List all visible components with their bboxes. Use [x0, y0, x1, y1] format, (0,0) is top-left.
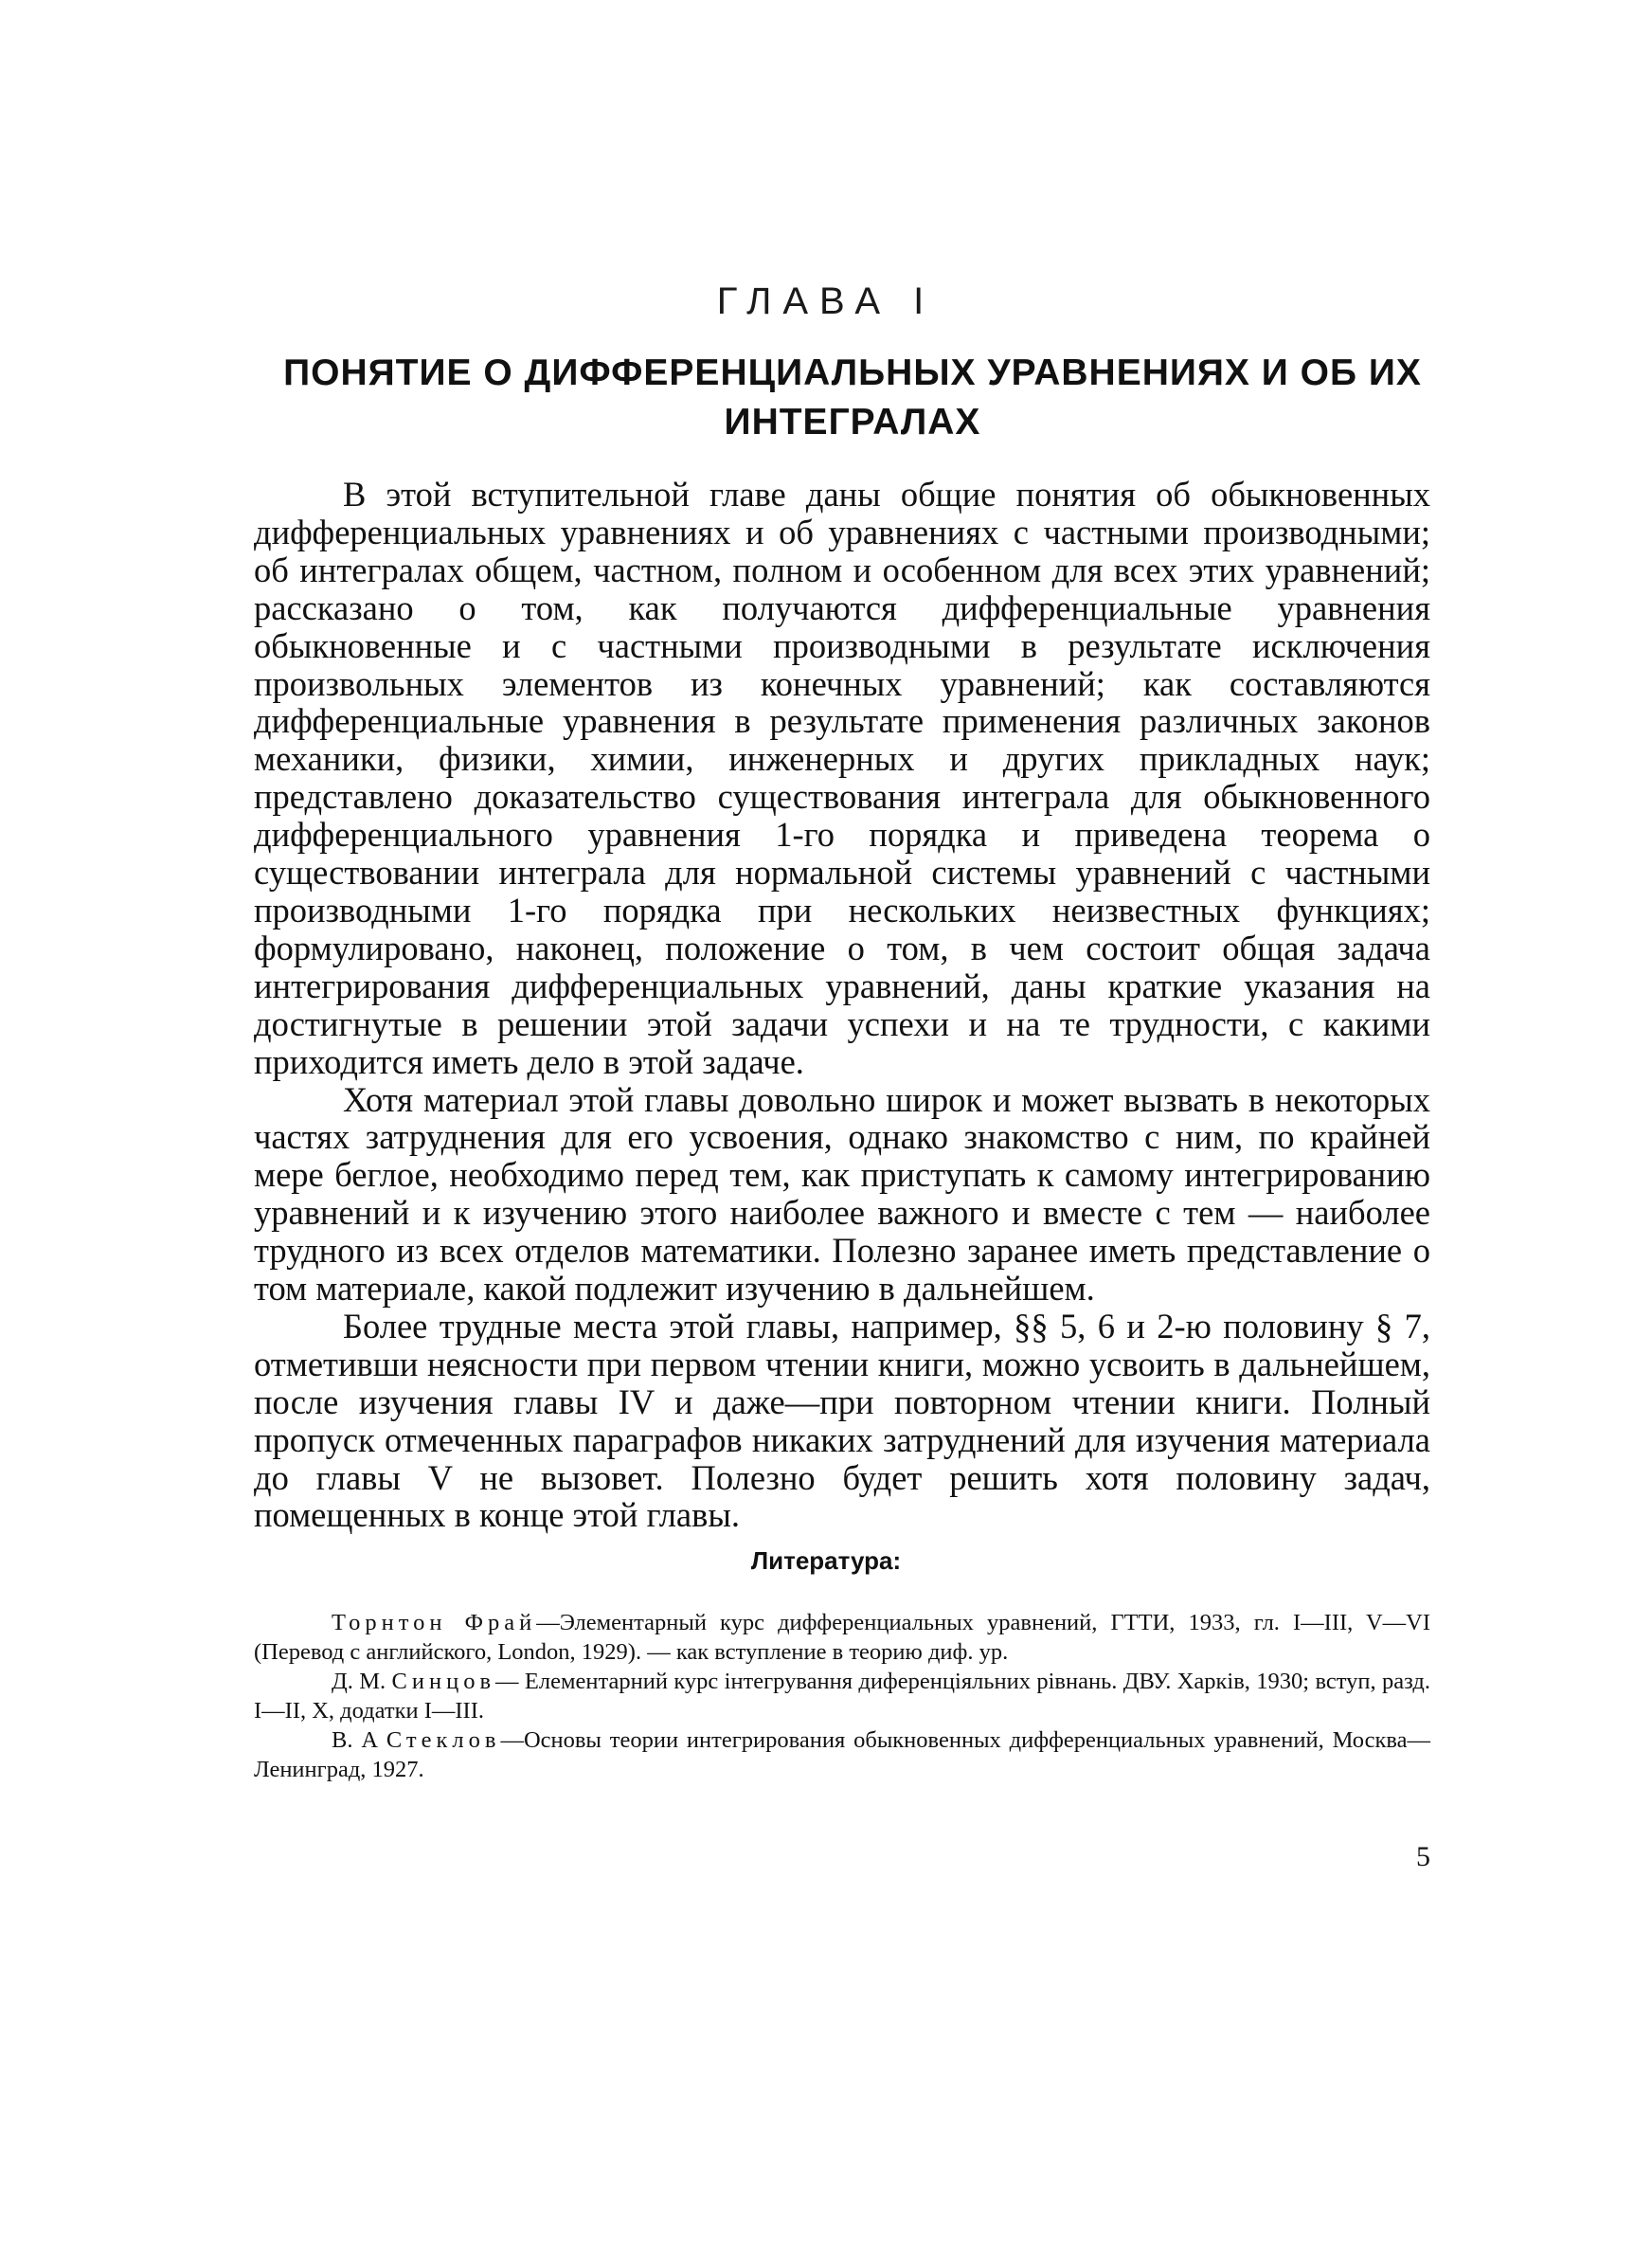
literature-list — [254, 1608, 1430, 1784]
literature-ref — [254, 1667, 1430, 1725]
ref-text: —Элементарный курс дифференциальных уравнений, ГТТИ, 1933, гл. I—III, V—VI (Перевод с английского, London, 1929). — как вступление в теорию диф. ур. — [254, 1610, 1430, 1665]
paragraph-difficulty: Хотя материал этой главы довольно широк и может вызвать в некоторых частях затруднения для его усвоения, однако знакомство с ним, по крайней мере беглое, необходимо перед тем, как приступать к самому интегрированию уравнений и к изучению этого наиболее важного и вместе с тем — наиболее трудного из всех отделов математики. Полезно заранее иметь представление о том материале, какой подлежит изучению в дальнейшем. — [254, 1079, 1430, 1309]
ref-text: — Елементарний курс інтегрування диференціяльних рівнань. ДВУ. Харків, 1930; вступ, разд. I—II, X, додатки I—III. — [254, 1669, 1431, 1724]
ref-text: —Основы теории интегрирования обыкновенных дифференциальных уравнений, Москва—Ленинград, 1927. — [254, 1727, 1430, 1782]
page-number: 5 — [1416, 1841, 1430, 1872]
ref-initials: Д. М. — [332, 1669, 386, 1694]
literature-ref — [254, 1725, 1430, 1784]
paragraph-reading-advice: Более трудные места этой главы, например, §§ 5, 6 и 2-ю половину § 7, отметивши неясности при первом чтении книги, можно усвоить в дальнейшем, после изучения главы IV и даже—при повторном чтении книги. Полный пропуск отмеченных параграфов никаких затруднений для изучения материала до главы V не вызовет. Полезно будет решить хотя половину задач, помещенных в конце этой главы. — [254, 1306, 1430, 1535]
chapter-body — [254, 476, 1430, 1534]
chapter-title: ПОНЯТИЕ О ДИФФЕРЕНЦИАЛЬНЫХ УРАВНЕНИЯХ И ОБ ИХ ИНТЕГРАЛАХ — [283, 352, 1422, 442]
ref-author: Синцов — [391, 1669, 496, 1694]
ref-initials: В. А — [332, 1727, 379, 1753]
ref-author: Стеклов — [386, 1727, 501, 1753]
chapter-label: ГЛАВА I — [716, 280, 936, 322]
ref-author: Торнтон Фрай — [332, 1610, 537, 1635]
intro-paragraph: В этой вступительной главе даны общие понятия об обыкновенных дифференциальных уравнениях и об уравнениях с частными производными; об интегралах общем, частном, полном и особенном для всех этих уравнений; рассказано о том, как получаются дифференциальные уравнения обыкновенные и с частными производными в результате исключения произвольных элементов из конечных уравнений; как составляются дифференциальные уравнения в результате применения различных законов механики, физики, химии, инженерных и других прикладных наук; представлено доказательство существования интеграла для обыкновенного дифференциального уравнения 1-го порядка и приведена теорема о существовании интеграла для нормальной системы уравнений с частными производными 1-го порядка при нескольких неизвестных функциях; формулировано, наконец, положение о том, в чем состоит общая задача интегрирования дифференциальных уравнений, даны краткие указания на достигнутые в решении этой задачи успехи и на те трудности, с какими приходится иметь дело в этой задаче. — [254, 475, 1430, 1081]
literature-ref — [254, 1608, 1430, 1667]
literature-heading: Литература: — [750, 1546, 902, 1575]
